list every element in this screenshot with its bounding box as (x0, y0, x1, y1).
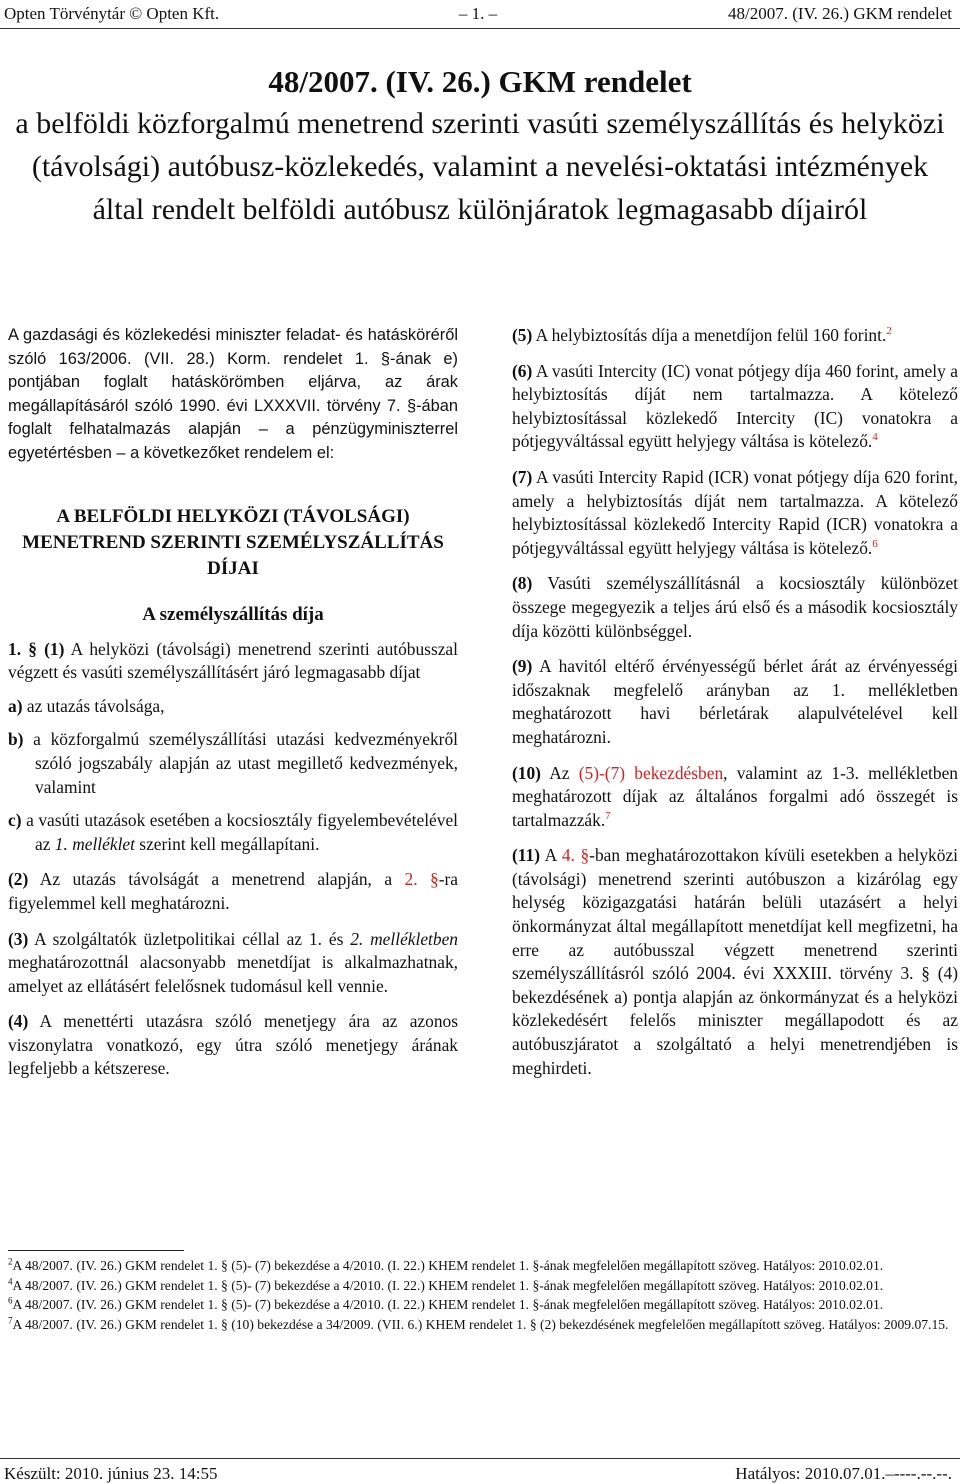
paragraph-1-6 (512, 360, 958, 454)
paragraph-text: Vasúti személyszállításnál a kocsiosztály különbözet összege megegyezik a teljes árú első és a második kocsiosztály díja közötti különbséggel. (512, 573, 958, 641)
paragraph-number: (8) (512, 573, 533, 594)
section-4-link[interactable]: 4. § (561, 845, 590, 866)
footnotes (8, 1256, 956, 1334)
document-subtitle: a belföldi közforgalmú menetrend szerinti vasúti személyszállítás és helyközi (távolsági) autóbusz-közlekedés, valamint a nevelési-oktatási intézmények által rendelt belföldi autóbusz különjáratok legmagasabb díjairól (15, 107, 945, 226)
paragraph-number: (2) (8, 869, 29, 890)
paragraph-number: (3) (8, 928, 29, 949)
footnote-ref[interactable]: 2 (886, 325, 892, 338)
paragraph-text: Az (540, 762, 579, 783)
footnote-text: A 48/2007. (IV. 26.) GKM rendelet 1. § (5)- (7) bekezdése a 4/2010. (I. 22.) KHEM rendelet 1. §-ának megfelelően megállapított szöveg. Hatályos: 2010.02.01. (12, 1277, 884, 1293)
page-header (4, 4, 952, 26)
list-item-a (8, 695, 458, 719)
footnote-text: A 48/2007. (IV. 26.) GKM rendelet 1. § (5)- (7) bekezdése a 4/2010. (I. 22.) KHEM rendelet 1. §-ának megfelelően megállapított szöveg. Hatályos: 2010.02.01. (12, 1258, 884, 1273)
paragraph-1-4 (8, 1010, 458, 1081)
item-text: a vasúti utazások esetében a kocsiosztály figyelembevételével az (21, 810, 458, 854)
document-title: 48/2007. (IV. 26.) GKM rendelet (268, 64, 692, 99)
paragraph-range-link[interactable]: (5)-(7) bekezdésben (578, 762, 724, 783)
paragraph-text: A vasúti Intercity (IC) vonat pótjegy díja 460 forint, amely a helybiztosítás díját nem tartalmazza. A kötelező helybiztosítással közlekedő Intercity (IC) vonatokra a pótjegyváltással együtt helyjegy váltása is kötelező. (512, 360, 958, 452)
paragraph-text-cont: meghatározottnál alacsonyabb menetdíjat is alkalmazhatnak, amelyet az ellátásért felelősnek tudomásul kell vennie. (8, 952, 458, 996)
footnote-ref[interactable]: 6 (872, 537, 878, 550)
section-2-link[interactable]: 2. § (404, 869, 439, 890)
footnote (8, 1256, 956, 1276)
footnote-divider (8, 1250, 184, 1251)
title-block (0, 62, 960, 231)
item-text: a közforgalmú személyszállítási utazási kedvezményekről szóló jogszabály alapján az utast megillető kedvezmények, valamint (23, 729, 458, 797)
paragraph-1-3 (8, 928, 458, 999)
preamble: A gazdasági és közlekedési miniszter feladat- és hatásköréről szóló 163/2006. (VII. 28.) Korm. rendelet 1. §-ának e) pontjában foglalt hatáskörömben eljárva, az árak megállapításáról szóló 1990. évi LXXXVII. törvény 7. §-ában foglalt felhatalmazás alapján – a pénzügyminiszterrel egyetértésben – a következőket rendelem el: (8, 326, 458, 462)
item-text: az utazás távolsága, (22, 695, 165, 716)
paragraph-number: (10) (512, 762, 541, 783)
item-label: c) (8, 810, 22, 831)
footnote-text: A 48/2007. (IV. 26.) GKM rendelet 1. § (5)- (7) bekezdése a 4/2010. (I. 22.) KHEM rendelet 1. §-ának megfelelően megállapított szöveg. Hatályos: 2010.02.01. (12, 1297, 884, 1312)
paragraph-number: (5) (512, 325, 533, 345)
paragraph-text: A havitól eltérő érvényességű bérlet árát az érvényességi időszaknak megfelelő arányban az 1. mellékletben meghatározott havi bérletárak alapulvételével kell meghatározni. (512, 656, 958, 747)
paragraph-text: A (540, 845, 562, 866)
paragraph-number: (4) (8, 1011, 29, 1032)
right-column (512, 324, 958, 1080)
header-document-id: 48/2007. (IV. 26.) GKM rendelet (728, 4, 952, 23)
footer-effective: Hatályos: 2010.07.01.–----.--.--. (735, 1464, 952, 1483)
paragraph-text-cont: -ban meghatározottakon kívüli esetekben a helyközi (távolsági) menetrend szerinti autóbuszon a kizárólag egy helység közigazgatási határán belüli utazásért a helyi önkormányzat által megállapított menetdíjat kell megfizetni, ha erre az autóbusszal végzett menetrend szerinti személyszállításról szóló 2004. évi XXXIII. törvény 3. § (4) bekezdésének a) pontja alapján az önkormányzat és a helyközi közlekedésért felelős miniszter megállapodott és az autóbuszjáratot a szolgáltató a helyi menetrendjében is meghirdeti. (512, 845, 958, 1078)
paragraph-text: A menettérti utazásra szóló menetjegy ára az azonos viszonylatra vonatkozó, egy útra szóló menetjegy árának legfeljebb a kétszerese. (8, 1011, 458, 1079)
paragraph-1-7 (512, 466, 958, 560)
footer-created: Készült: 2010. június 23. 14:55 (4, 1464, 218, 1483)
page-footer (4, 1464, 952, 1484)
paragraph-1-5 (512, 324, 958, 348)
header-publisher: Opten Törvénytár © Opten Kft. (4, 4, 220, 23)
paragraph-1-2 (8, 868, 458, 915)
subsection-title: A személyszállítás díja (142, 603, 324, 625)
left-column (8, 324, 458, 1081)
paragraph-text-cont: , valamint az 1-3. mellékletben meghatározott díjak az általános forgalmi adó összegét is tartalmazzák. (512, 762, 958, 830)
footnote (8, 1315, 956, 1335)
paragraph-number: 1. § (1) (8, 638, 65, 659)
footnote-number: 7 (8, 1314, 13, 1325)
paragraph-1-9 (512, 655, 958, 749)
footnote-ref[interactable]: 7 (605, 809, 611, 822)
header-divider (0, 28, 960, 29)
paragraph-1-10 (512, 762, 958, 833)
paragraph-number: (7) (512, 466, 533, 487)
footnote-number: 6 (8, 1295, 13, 1306)
footnote-text: A 48/2007. (IV. 26.) GKM rendelet 1. § (10) bekezdése a 34/2009. (VII. 6.) KHEM rendelet 1. § (2) bekezdésének megfelelően megállapított szöveg. Hatályos: 2009.07.15. (12, 1316, 949, 1332)
footnote-ref[interactable]: 4 (872, 431, 878, 444)
paragraph-number: (11) (512, 845, 541, 866)
section-title: A BELFÖLDI HELYKÖZI (TÁVOLSÁGI) MENETREND SZERINTI SZEMÉLYSZÁLLÍTÁS DÍJAI (22, 505, 444, 579)
header-page-number: – 1. – (458, 4, 498, 23)
item-label: b) (8, 729, 24, 750)
paragraph-1-8 (512, 572, 958, 643)
paragraph-1-11 (512, 844, 958, 1080)
footnote-number: 2 (8, 1256, 13, 1267)
annex-link[interactable]: 1. melléklet (54, 833, 135, 854)
footnote (8, 1295, 956, 1315)
footnote-number: 4 (8, 1275, 13, 1286)
item-text-cont: szerint kell megállapítani. (134, 833, 320, 854)
paragraph-text: A szolgáltatók üzletpolitikai céllal az 1. és (28, 928, 351, 949)
item-label: a) (8, 695, 23, 716)
annex-2-link[interactable]: 2. mellékletben (350, 928, 458, 949)
paragraph-text: A vasúti Intercity Rapid (ICR) vonat pótjegy díja 620 forint, amely a helybiztosítás díját nem tartalmazza. A kötelező helybiztosítással közlekedő Intercity Rapid (ICR) vonatokra a pótjegyváltással együtt helyjegy váltása is kötelező. (512, 466, 958, 558)
paragraph-text-cont: -ra figyelemmel kell meghatározni. (8, 869, 458, 913)
paragraph-text: A helyközi (távolsági) menetrend szerinti autóbusszal végzett és vasúti személyszállításért járó legmagasabb díjat (8, 638, 458, 683)
footer-divider (0, 1458, 960, 1459)
paragraph-number: (9) (512, 656, 533, 677)
footnote (8, 1276, 956, 1296)
list-item-c (8, 809, 458, 856)
paragraph-text: A helybiztosítás díja a menetdíjon felül 160 forint. (532, 325, 887, 345)
paragraph-1-1 (8, 638, 458, 685)
paragraph-text: Az utazás távolságát a menetrend alapján, a (28, 869, 405, 890)
paragraph-number: (6) (512, 360, 533, 381)
list-item-b (8, 728, 458, 799)
